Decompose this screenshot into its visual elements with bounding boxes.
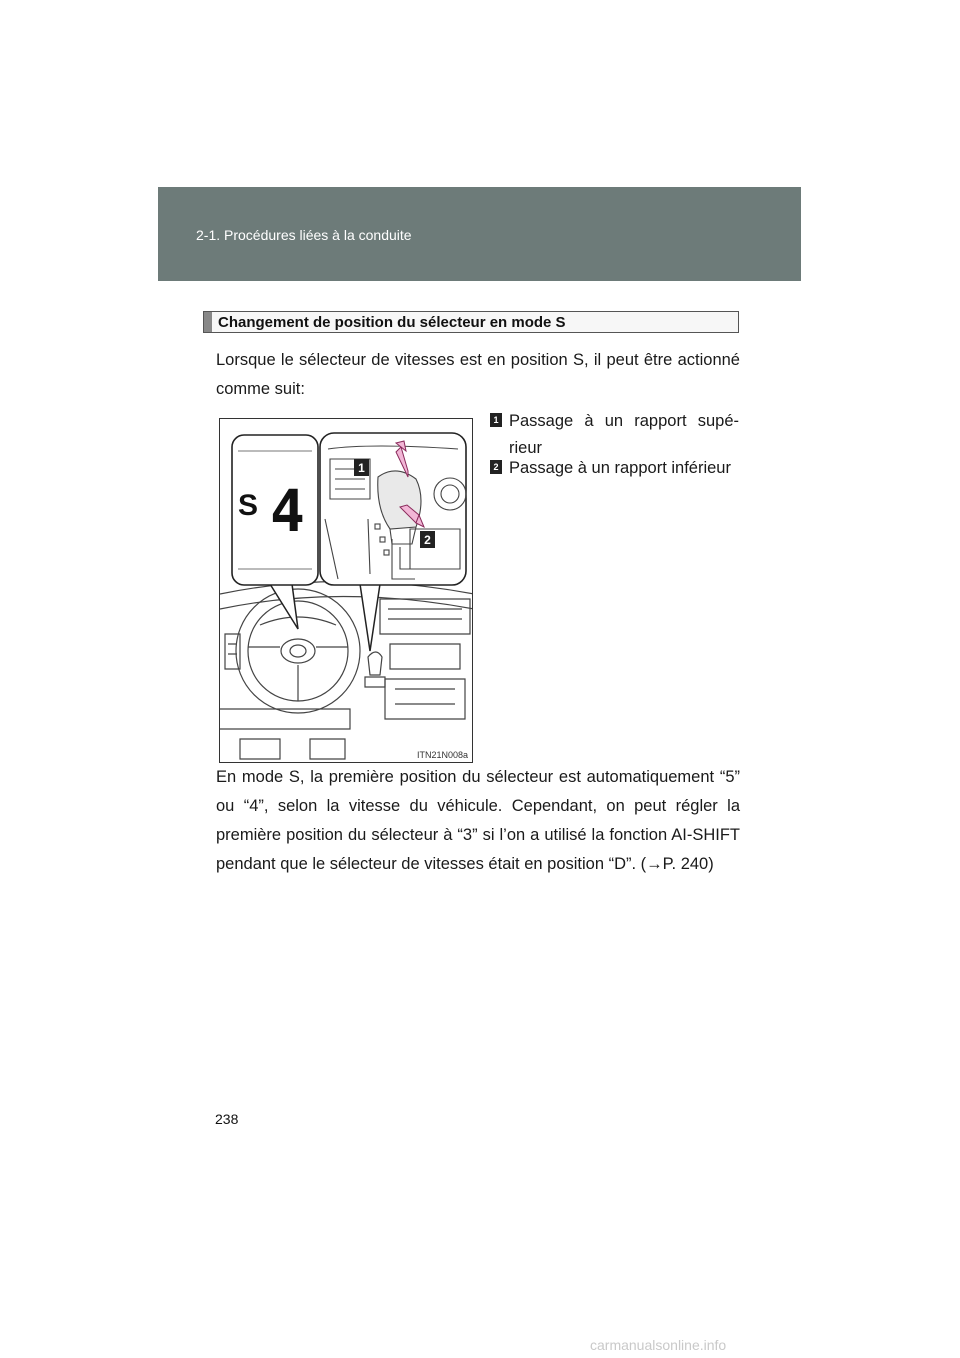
- intro-paragraph: Lorsque le sélecteur de vitesses est en position S, il peut être actionné comme suit:: [216, 351, 740, 398]
- illustration-drawing: [220, 419, 473, 763]
- section-title: Changement de position du sélecteur en mode S: [218, 314, 566, 331]
- shift-lever-illustration: [219, 418, 473, 763]
- list-item-text: Passage à un rapport inférieur: [509, 459, 731, 477]
- list-number-badge: 1: [490, 413, 502, 427]
- chapter-title: 2-1. Procédures liées à la conduite: [196, 227, 412, 243]
- body-paragraph: En mode S, la première position du sélecteur est automatiquement “5” ou “4”, selon la vitesse du véhicule. Cependant, on peut régler la première position du sélecteur à “3” si l’on a utilisé la fonction AI-SHIFT pendant que le sélecteur de vitesses était en position “D”. (→P. 240): [216, 768, 740, 873]
- watermark-text: carmanualsonline.info: [590, 1337, 727, 1353]
- list-item-text: Passage à un rapport supé-rieur: [509, 412, 739, 457]
- list-item: [490, 408, 740, 462]
- section-accent: [204, 312, 212, 332]
- callout-1: 1: [358, 461, 365, 475]
- list-item: [490, 455, 740, 482]
- page-number: 238: [215, 1111, 239, 1127]
- display-gear-letter: S: [238, 489, 259, 522]
- callout-2: 2: [424, 533, 431, 547]
- display-gear-digit: 4: [270, 477, 305, 545]
- chapter-header: [158, 187, 801, 281]
- list-number-badge: 2: [490, 460, 502, 474]
- section-heading: [203, 311, 739, 333]
- figure-code: ITN21N008a: [416, 750, 468, 760]
